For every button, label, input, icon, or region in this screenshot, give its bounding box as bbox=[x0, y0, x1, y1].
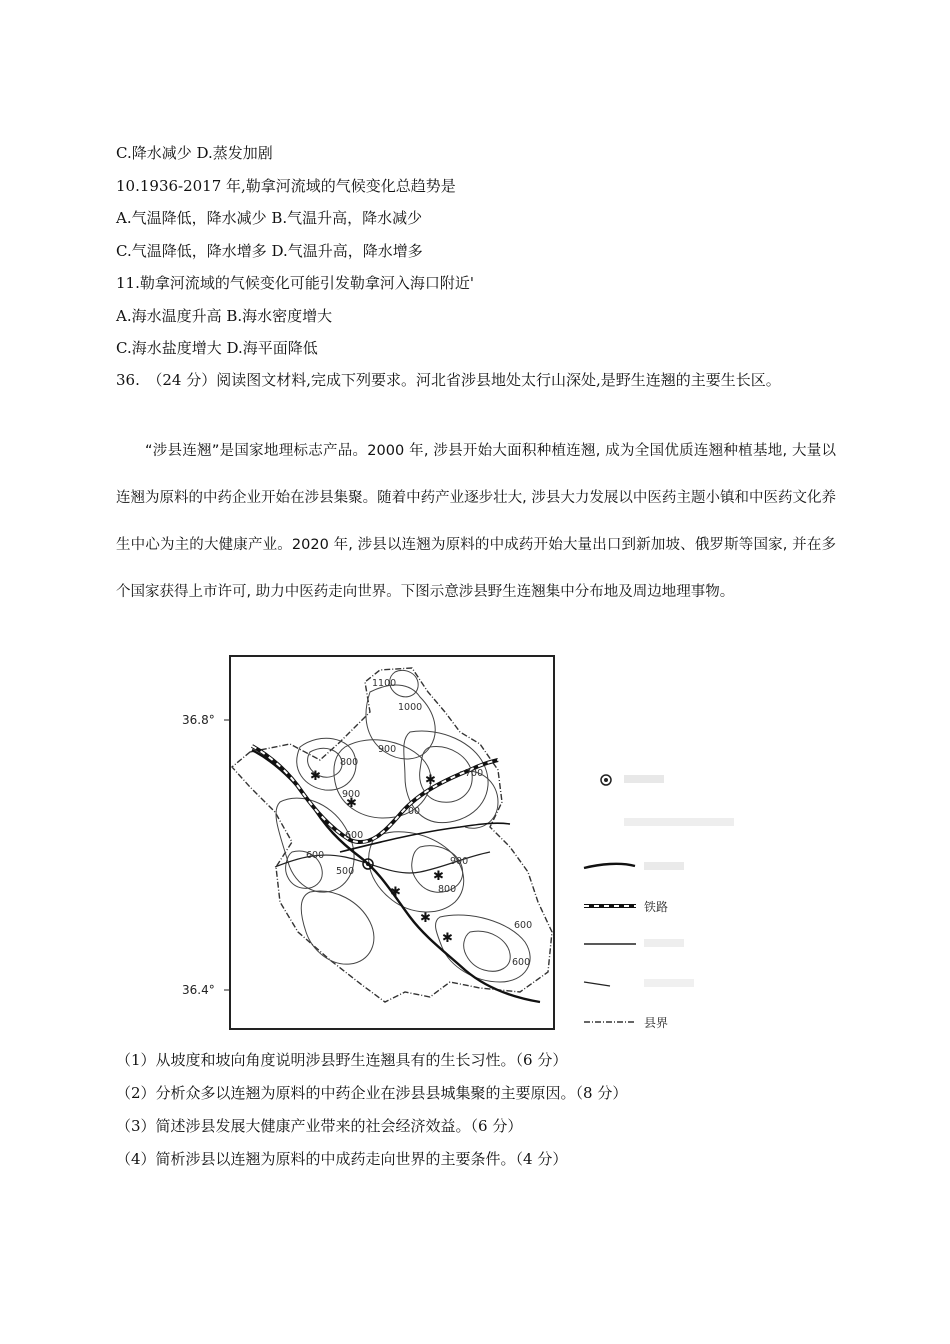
lat-label-top: 36.8° bbox=[182, 713, 215, 727]
river bbox=[252, 750, 540, 1002]
contour-label: 500 bbox=[336, 866, 355, 877]
forsythia-icon: ✱ bbox=[346, 796, 357, 811]
contour-label: 1100 bbox=[372, 678, 397, 689]
contour-label: 00 bbox=[408, 806, 421, 817]
forsythia-icon: ✱ bbox=[442, 931, 453, 946]
contour-label: 900 bbox=[378, 744, 397, 755]
contour-label: 900 bbox=[450, 856, 469, 867]
topographic-map-figure bbox=[180, 652, 790, 1037]
contour-label: 700 bbox=[465, 768, 484, 779]
option-line-11ab: A.海水温度升高 B.海水密度增大 bbox=[116, 307, 333, 325]
contour-lines bbox=[276, 670, 533, 982]
forsythia-icon: ✱ bbox=[390, 885, 401, 900]
option-line-10cd: C.气温降低，降水增多 D.气温升高，降水增多 bbox=[116, 242, 423, 260]
subquestion-2: （2）分析众多以连翘为原料的中药企业在涉县县城集聚的主要原因。（8 分） bbox=[116, 1084, 628, 1102]
subquestion-1: （1）从坡度和坡向角度说明涉县野生连翘具有的生长习性。（6 分） bbox=[116, 1051, 568, 1069]
option-line-9cd: C.降水减少 D.蒸发加剧 bbox=[116, 144, 273, 162]
option-line-10ab: A.气温降低，降水减少 B.气温升高，降水减少 bbox=[116, 209, 423, 227]
road2-legend-line bbox=[584, 982, 610, 986]
contour-label: 800 bbox=[340, 757, 359, 768]
forsythia-icon: ✱ bbox=[433, 869, 444, 884]
material-paragraph: “涉县连翘”是国家地理标志产品。2000 年, 涉县开始大面积种植连翘, 成为全国优质连翘种植基地, 大量以连翘为原料的中药企业开始在涉县集聚。随着中药产业逐步壮大, 涉县大力发展以中医药主题小镇和中医药文化养生中心为主的大健康产业。2020 年, 涉县以连翘为原料的中成药开始大量出口到新加坡、俄罗斯等国家, 并在多个国家获得上市许可, 助力中医药走向世界。下图示意涉县野生连翘集中分布地及周边地理事物。 bbox=[116, 443, 836, 600]
contour-label: 1000 bbox=[398, 702, 423, 713]
lat-label-bottom: 36.4° bbox=[182, 983, 215, 997]
contour-label: 600 bbox=[345, 830, 364, 841]
contour-label: 600 bbox=[512, 957, 531, 968]
railway bbox=[252, 746, 498, 842]
map-legend bbox=[584, 775, 734, 1030]
subquestion-4: （4）简析涉县以连翘为原料的中成药走向世界的主要条件。（4 分） bbox=[116, 1150, 568, 1168]
forsythia-icon: ✱ bbox=[425, 773, 436, 788]
forsythia-icon: ✱ bbox=[420, 911, 431, 926]
option-line-11cd: C.海水盐度增大 D.海平面降低 bbox=[116, 339, 318, 357]
question-36-intro: 36. （24 分）阅读图文材料,完成下列要求。河北省涉县地处太行山深处,是野生连翘的主要生长区。 bbox=[116, 371, 781, 389]
legend-boundary-label: 县界 bbox=[644, 1016, 669, 1030]
river-legend-line bbox=[584, 864, 635, 868]
forsythia-markers bbox=[310, 769, 453, 946]
contour-label: 600 bbox=[306, 850, 325, 861]
contour-label: 900 bbox=[342, 789, 361, 800]
question-10: 10.1936-2017 年,勒拿河流域的气候变化总趋势是 bbox=[116, 177, 456, 195]
subquestion-3: （3）简述涉县发展大健康产业带来的社会经济效益。（6 分） bbox=[116, 1117, 523, 1135]
contour-label: 800 bbox=[438, 884, 457, 895]
contour-label: 600 bbox=[514, 920, 533, 931]
forsythia-icon: ✱ bbox=[310, 769, 321, 784]
legend-railway-label: 铁路 bbox=[644, 900, 669, 914]
question-11: 11.勒拿河流域的气候变化可能引发勒拿河入海口附近' bbox=[116, 274, 474, 292]
